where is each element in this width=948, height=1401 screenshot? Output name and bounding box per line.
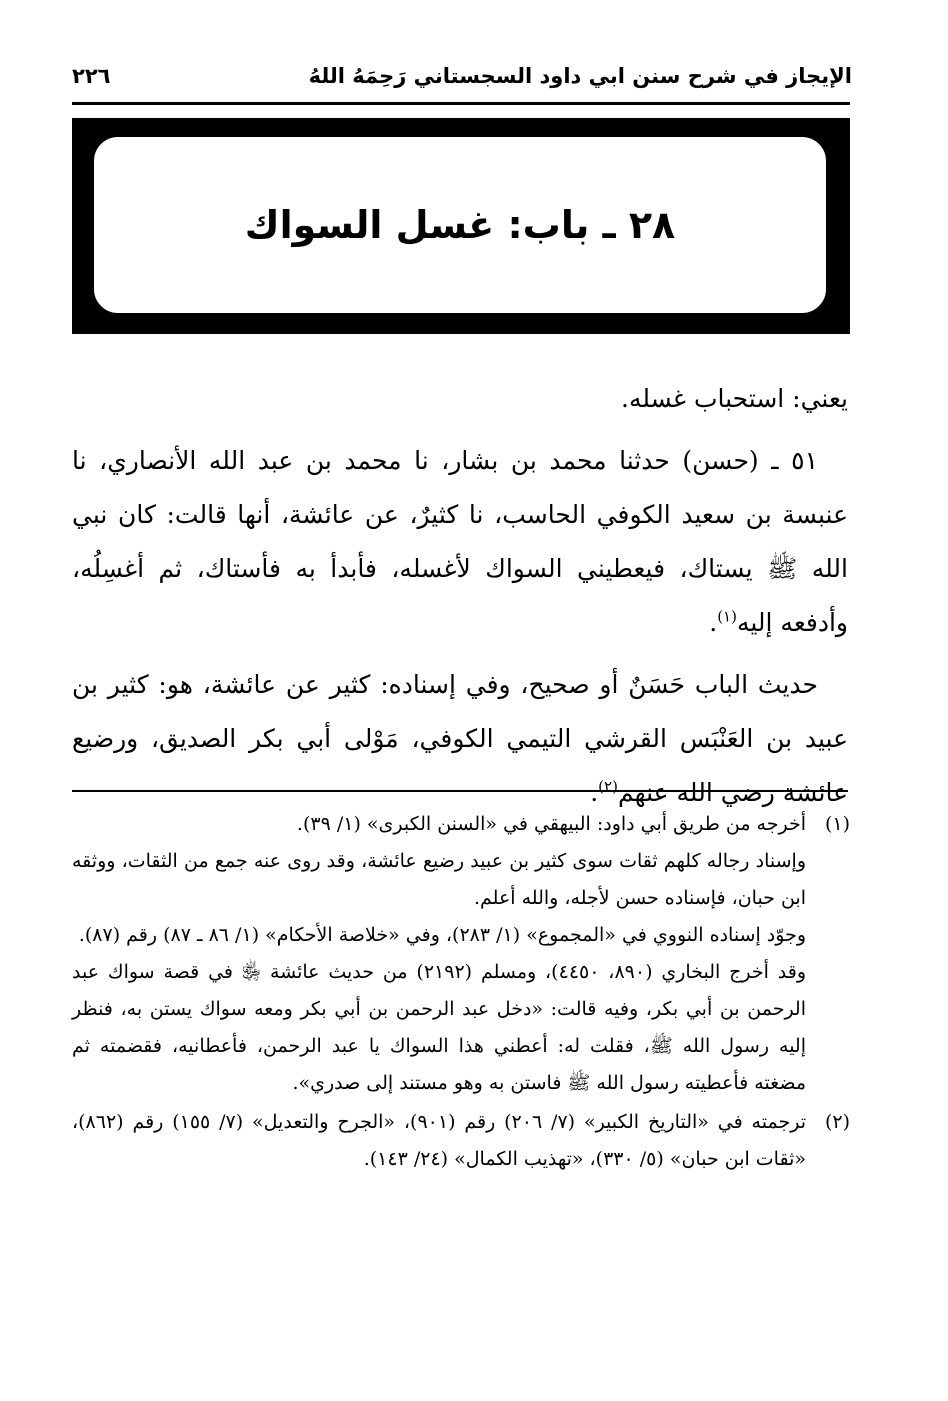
commentary-paragraph bbox=[72, 658, 848, 820]
hadith-end: . bbox=[709, 608, 718, 637]
hadith-text: ٥١ ـ (حسن) حدثنا محمد بن بشار، نا محمد بن عبد الله الأنصاري، نا عنبسة بن سعيد الكوفي الحاسب، نا كثيرٌ، عن عائشة، أنها قالت: كان نبي الله ﷺ يستاك، فيعطيني السواك لأغسله، فأبدأ به فأستاك، ثم أغسِلُه، وأدفعه إليه bbox=[72, 446, 848, 637]
footnote-number: (٢) bbox=[824, 1111, 850, 1133]
footnote-body bbox=[72, 806, 806, 1102]
footnote-number: (١) bbox=[824, 813, 850, 835]
running-title: الإيجاز في شرح سنن ابي داود السجستاني رَحِمَهُ اللهُ bbox=[308, 64, 852, 88]
footnote-1 bbox=[72, 806, 850, 1102]
footnote-ref-1[interactable]: (١) bbox=[717, 607, 737, 626]
header-rule bbox=[72, 102, 850, 105]
commentary-text: حديث الباب حَسَنٌ أو صحيح، وفي إسناده: كثير عن عائشة، هو: كثير بن عبيد بن العَنْبَس القرشي التيمي الكوفي، مَوْلى أبي بكر الصديق، ورضيع عائشة رضي الله عنهم bbox=[72, 670, 848, 807]
footnote-2 bbox=[72, 1104, 850, 1178]
footnote-paragraph: وقد أخرج البخاري (٨٩٠، ٤٤٥٠)، ومسلم (٢١٩٢) من حديث عائشة ﵂ في قصة سواك عبد الرحمن بن أبي بكر، وفيه قالت: «دخل عبد الرحمن بن أبي بكر ومعه سواك يستن به، فنظر إليه رسول الله ﷺ، فقلت له: أعطني هذا السواك يا عبد الرحمن، فأعطانيه، فقضمته ثم مضغته فأعطيته رسول الله ﷺ فاستن به وهو مستند إلى صدري». bbox=[72, 961, 807, 1094]
footnotes bbox=[72, 806, 850, 1180]
footnote-body bbox=[72, 1104, 806, 1178]
page-number: ٢٢٦ bbox=[72, 64, 111, 88]
hadith-paragraph bbox=[72, 434, 848, 650]
page-header bbox=[72, 52, 852, 100]
main-text bbox=[72, 372, 848, 828]
footnote-paragraph: ترجمته في «التاريخ الكبير» (٧/ ٢٠٦) رقم (٩٠١)، «الجرح والتعديل» (٧/ ١٥٥) رقم (٨٦٢)، «ثقات ابن حبان» (٥/ ٣٣٠)، «تهذيب الكمال» (٢٤/ ١٤٣). bbox=[72, 1111, 806, 1170]
chapter-title-box bbox=[92, 135, 828, 315]
footnote-paragraph: أخرجه من طريق أبي داود: البيهقي في «السنن الكبرى» (١/ ٣٩). bbox=[296, 813, 806, 835]
commentary-end: . bbox=[590, 778, 599, 807]
footnote-separator bbox=[72, 790, 848, 792]
footnote-paragraph: وإسناد رجاله كلهم ثقات سوى كثير بن عبيد رضيع عائشة، وقد روى عنه جمع من الثقات، ووثقه ابن حبان، فإسناده حسن لأجله، والله أعلم. bbox=[72, 850, 806, 909]
intro-line: يعني: استحباب غسله. bbox=[621, 384, 848, 413]
footnote-ref-2[interactable]: (٢) bbox=[598, 777, 618, 796]
chapter-title: ٢٨ ـ باب: غسل السواك bbox=[244, 203, 676, 247]
footnote-paragraph: وجوّد إسناده النووي في «المجموع» (١/ ٢٨٣)، وفي «خلاصة الأحكام» (١/ ٨٦ ـ ٨٧) رقم (٨٧). bbox=[78, 924, 806, 946]
